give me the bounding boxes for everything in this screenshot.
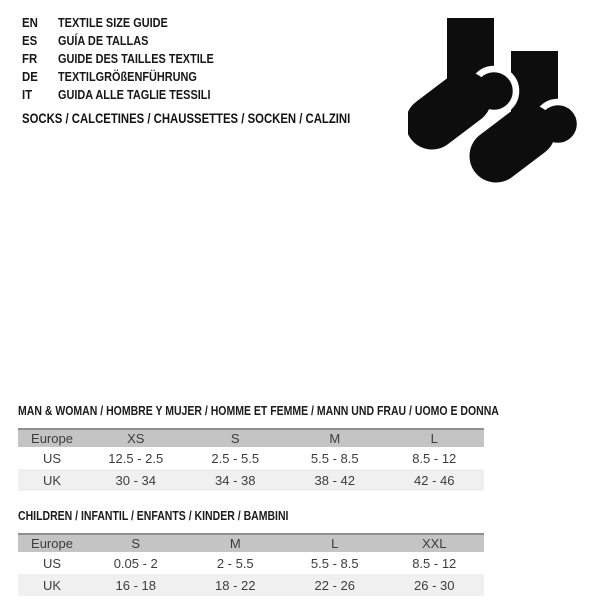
language-label: GUIDA ALLE TAGLIE TESSILI [58, 87, 211, 102]
language-code: EN [22, 15, 38, 30]
socks-icon [408, 16, 588, 200]
table-section-children [18, 509, 484, 596]
language-code: FR [22, 51, 38, 66]
column-header-size: M [285, 429, 385, 447]
table-section-man-woman [18, 404, 499, 491]
language-code: DE [22, 69, 38, 84]
category-title-text: SOCKS / CALCETINES / CHAUSSETTES / SOCKEN / CALZINI [22, 111, 351, 126]
table-row-uk [18, 574, 484, 596]
table-row-us [18, 552, 484, 574]
size-cell: 26 - 30 [385, 574, 485, 596]
language-label: GUÍA DE TALLAS [58, 33, 149, 48]
size-cell: 12.5 - 2.5 [108, 450, 164, 466]
region-cell: US [42, 555, 62, 571]
language-label: TEXTILGRÖßENFÜHRUNG [58, 69, 197, 84]
column-header-size: L [285, 534, 385, 552]
size-cell: 18 - 22 [186, 574, 286, 596]
column-header-size: XS [86, 429, 186, 447]
region-cell: UK [18, 469, 86, 491]
size-cell: 38 - 42 [285, 469, 385, 491]
size-cell: 2 - 5.5 [216, 555, 254, 571]
size-cell: 0.05 - 2 [113, 555, 158, 571]
language-list [22, 14, 243, 104]
size-cell: 2.5 - 5.5 [211, 450, 260, 466]
table-title [18, 404, 499, 428]
language-label: TEXTILE SIZE GUIDE [58, 15, 168, 30]
language-row-de [22, 68, 243, 86]
column-header-size: XXL [385, 534, 485, 552]
language-row-en [22, 14, 243, 32]
size-cell: 8.5 - 12 [412, 450, 457, 466]
size-table-man-woman [18, 428, 484, 491]
column-header-region: Europe [18, 429, 86, 447]
table-row-us [18, 447, 484, 469]
column-header-size: S [86, 534, 186, 552]
table-header-row [18, 534, 484, 552]
language-code: IT [22, 87, 33, 102]
table-header-row [18, 429, 484, 447]
column-header-size: M [186, 534, 286, 552]
size-cell: 5.5 - 8.5 [310, 555, 359, 571]
size-cell: 8.5 - 12 [412, 555, 457, 571]
table-title [18, 509, 484, 533]
language-row-fr [22, 50, 243, 68]
size-cell: 34 - 38 [186, 469, 286, 491]
language-row-es [22, 32, 243, 50]
column-header-size: S [186, 429, 286, 447]
language-label: GUIDE DES TAILLES TEXTILE [58, 51, 214, 66]
table-row-uk [18, 469, 484, 491]
table-title-text: CHILDREN / INFANTIL / ENFANTS / KINDER / BAMBINI [18, 509, 289, 523]
table-title-text: MAN & WOMAN / HOMBRE Y MUJER / HOMME ET FEMME / MANN UND FRAU / UOMO E DONNA [18, 404, 499, 418]
region-cell: US [42, 450, 62, 466]
column-header-size: L [385, 429, 485, 447]
size-cell: 22 - 26 [285, 574, 385, 596]
size-cell: 16 - 18 [86, 574, 186, 596]
column-header-region: Europe [18, 534, 86, 552]
size-cell: 5.5 - 8.5 [310, 450, 359, 466]
size-table-children [18, 533, 484, 596]
language-row-it [22, 86, 243, 104]
language-code: ES [22, 33, 38, 48]
category-title [22, 111, 413, 126]
size-cell: 42 - 46 [385, 469, 485, 491]
size-cell: 30 - 34 [86, 469, 186, 491]
region-cell: UK [18, 574, 86, 596]
